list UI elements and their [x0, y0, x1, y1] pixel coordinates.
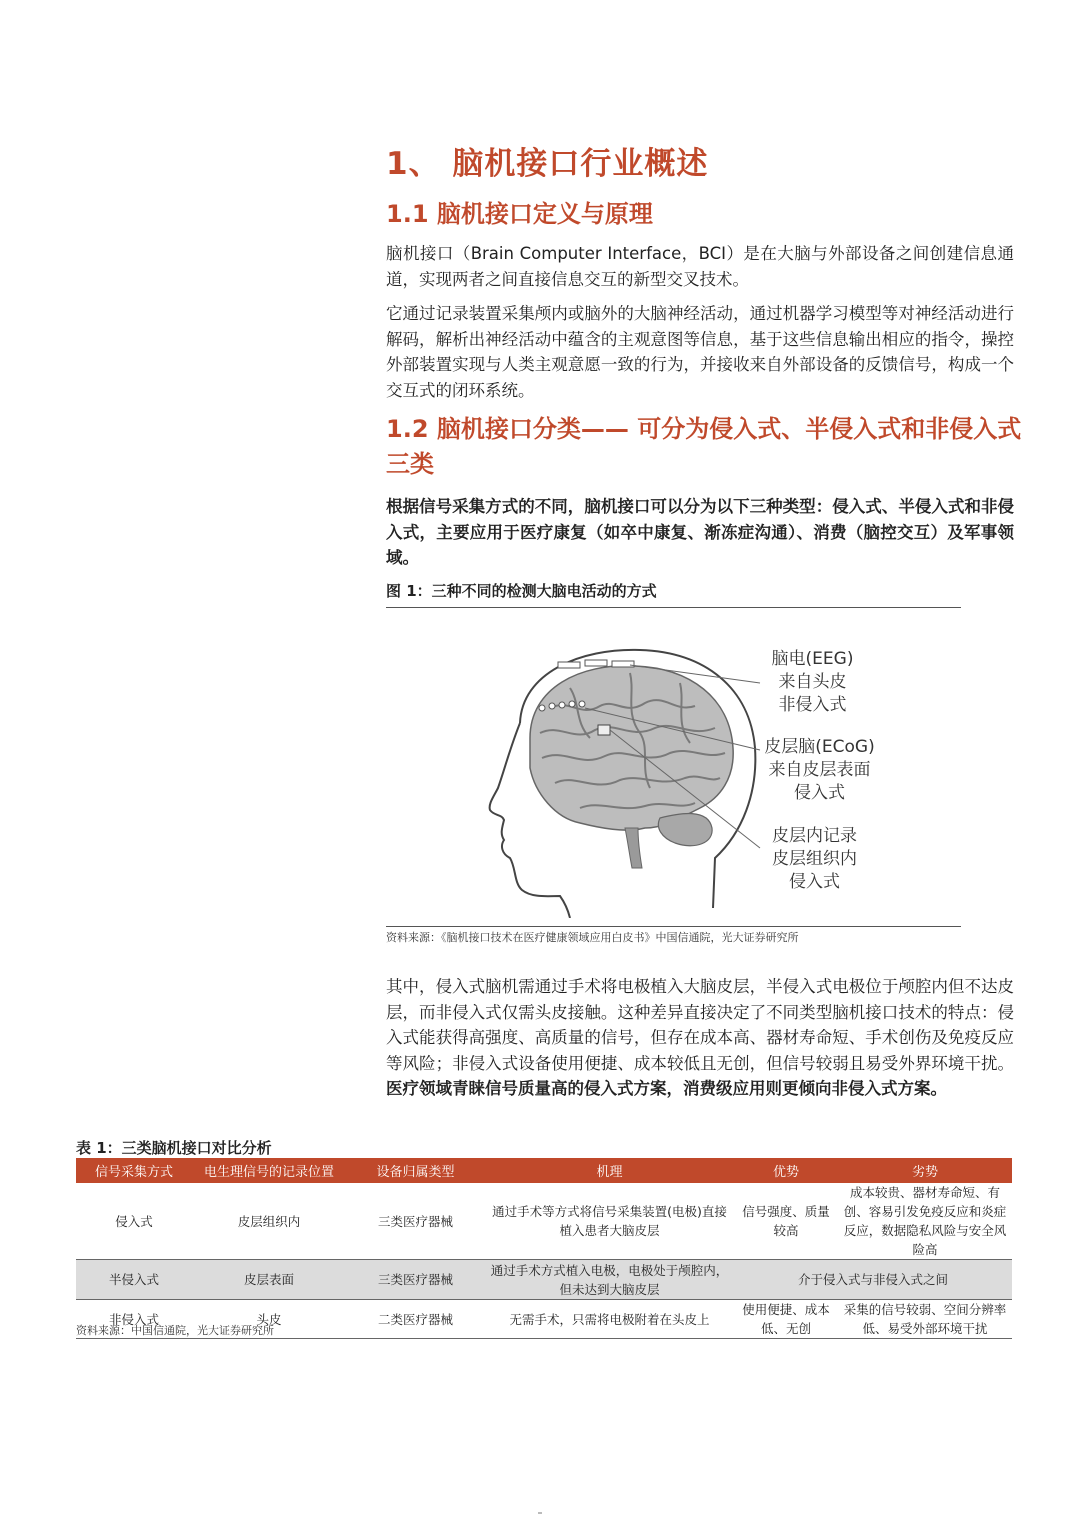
table-caption: 表 1：三类脑机接口对比分析: [76, 1139, 272, 1157]
paragraph-principle: 它通过记录装置采集颅内或脑外的大脑神经活动，通过机器学习模型等对神经活动进行解码，解析出神经活动中蕴含的主观意图等信息，基于这些信息输出相应的指令，操控外部装置实现与人类主观意愿一致的行为，并接收来自外部设备的反馈信号，构成一个交互式的闭环系统。: [386, 304, 1014, 400]
figure-bottom-rule: [386, 926, 961, 927]
figure-caption: 图 1：三种不同的检测大脑电活动的方式: [386, 582, 657, 600]
brain-illustration: [430, 628, 970, 918]
intracortical-array: [598, 725, 610, 735]
label-eeg: 脑电(EEG) 来自头皮 非侵入式: [771, 649, 854, 715]
paragraph-classification: 根据信号采集方式的不同，脑机接口可以分为以下三种类型：侵入式、半侵入式和非侵入式，主要应用于医疗康复（如卒中康复、渐冻症沟通）、消费（脑控交互）及军事领域。: [386, 497, 1014, 567]
table-cell: 非侵入式: [76, 1300, 192, 1339]
table-row: [76, 1183, 1012, 1260]
page-mark: [538, 1512, 542, 1514]
comparison-text: 其中，侵入式脑机需通过手术将电极植入大脑皮层，半侵入式电极位于颅腔内但不达皮层，而非侵入式仅需头皮接触。这种差异直接决定了不同类型脑机接口技术的特点：侵入式能获得高强度、高质量的信号，但存在成本高、器材寿命短、手术创伤及免疫反应等风险；非侵入式设备使用便捷、成本较低且无创，但信号较弱且易受外界环境干扰。: [386, 977, 1014, 1073]
label-intracortical: 皮层内记录 皮层组织内 侵入式: [772, 826, 857, 892]
subsection-heading-classification: 1.2 脑机接口分类—— 可分为侵入式、半侵入式和非侵入式三类: [386, 415, 1022, 478]
header-disadvantage: 劣势: [838, 1158, 1012, 1183]
subsection-heading-definition: 1.1 脑机接口定义与原理: [386, 200, 653, 228]
eeg-electrode-3: [612, 661, 634, 667]
header-advantage: 优势: [734, 1158, 838, 1183]
figure-top-rule: [386, 607, 961, 608]
header-method: 信号采集方式: [76, 1158, 192, 1183]
eeg-electrode-1: [558, 662, 580, 668]
header-device-class: 设备归属类型: [346, 1158, 485, 1183]
table-cell: 皮层组织内: [192, 1183, 346, 1260]
table-cell: 皮层表面: [192, 1260, 346, 1300]
table-cell: 通过手术方式植入电极，电极处于颅腔内，但未达到大脑皮层: [485, 1260, 734, 1300]
paragraph-definition: 脑机接口（Brain Computer Interface，BCI）是在大脑与外部设备之间创建信息通道，实现两者之间直接信息交互的新型交叉技术。: [386, 244, 1014, 289]
table-cell: 介于侵入式与非侵入式之间: [734, 1260, 1012, 1300]
label-ecog: 皮层脑(ECoG) 来自皮层表面 侵入式: [764, 737, 875, 803]
comparison-conclusion: 医疗领域青睐信号质量高的侵入式方案，消费级应用则更倾向非侵入式方案。: [386, 1079, 947, 1098]
table-cell: 信号强度、质量较高: [734, 1183, 838, 1260]
table-cell: 头皮: [192, 1300, 346, 1339]
paragraph-comparison: [386, 974, 1014, 1102]
table-cell: 通过手术等方式将信号采集装置(电极)直接植入患者大脑皮层: [485, 1183, 734, 1260]
table-cell: 三类医疗器械: [346, 1183, 485, 1260]
table-cell: 侵入式: [76, 1183, 192, 1260]
cerebellum: [658, 814, 712, 846]
table-row: [76, 1260, 1012, 1300]
eeg-electrode-2: [585, 660, 607, 666]
table-cell: 三类医疗器械: [346, 1260, 485, 1300]
brain-stem: [625, 828, 642, 868]
table-cell: 采集的信号较弱、空间分辨率低、易受外部环境干扰: [838, 1300, 1012, 1339]
table-cell: 无需手术，只需将电极附着在头皮上: [485, 1300, 734, 1339]
table-cell: 二类医疗器械: [346, 1300, 485, 1339]
header-location: 电生理信号的记录位置: [192, 1158, 346, 1183]
brain-figure: [430, 628, 970, 918]
table-cell: 成本较贵、器材寿命短、有创、容易引发免疫反应和炎症反应，数据隐私风险与安全风险高: [838, 1183, 1012, 1260]
comparison-table: [76, 1158, 1012, 1339]
header-mechanism: 机理: [485, 1158, 734, 1183]
section-heading: 1、 脑机接口行业概述: [386, 146, 709, 182]
table-header-row: [76, 1158, 1012, 1183]
table-cell: 使用便捷、成本低、无创: [734, 1300, 838, 1339]
table-cell: 半侵入式: [76, 1260, 192, 1300]
table-source: 资料来源：中国信通院，光大证券研究所: [76, 1324, 274, 1337]
figure-source: 资料来源：《脑机接口技术在医疗健康领域应用白皮书》中国信通院，光大证券研究所: [386, 931, 799, 944]
